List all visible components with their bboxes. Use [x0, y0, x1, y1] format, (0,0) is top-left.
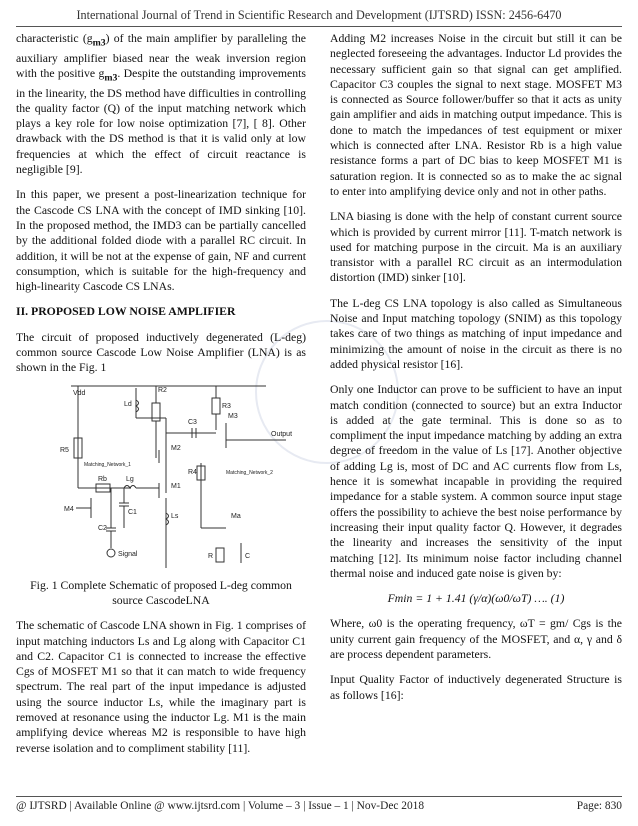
footer-rule — [16, 796, 622, 797]
label-r5: R5 — [60, 446, 69, 454]
paragraph: The circuit of proposed inductively degenerated (L-deg) common source Cascode Low Noise Amplifier (LNA) is as shown in the Fig. 1 — [16, 330, 306, 375]
label-m4: M4 — [64, 505, 74, 513]
label-m1: M1 — [171, 482, 181, 490]
circuit-schematic-figure — [16, 378, 306, 578]
page-number: Page: 830 — [576, 800, 622, 812]
label-m2: M2 — [171, 444, 181, 452]
label-r2: R2 — [158, 386, 167, 394]
footer-citation: @ IJTSRD | Available Online @ www.ijtsrd.com | Volume – 3 | Issue – 1 | Nov-Dec 2018 — [16, 800, 425, 812]
paragraph: The L-deg CS LNA topology is also called as Simultaneous Noise and Input matching topology (SNIM) as this topology takes care of two things as matching of input impedance and minimizing the amount of noise in the circuit as there is no added physical resistor [16]. — [330, 296, 622, 371]
label-m3: M3 — [228, 412, 238, 420]
label-matching-network-1: Matching_Network_1 — [84, 461, 131, 468]
label-output: Output — [271, 430, 293, 438]
paragraph: The schematic of Cascode LNA shown in Fig. 1 comprises of input matching inductors Ls and Lg along with Capacitor C1 and C2. Capacitor C1 is connected to increase the effective Cgs of MOSFET M1 so that it can match to wide frequency spectrum. The real part of the input impedance is adjusted using the source inductor Ls, while the imaginary part is removed at resonance using the inductor Lg. M1 is the main amplifying device whereas M2 is responsible to have high reverse isolation and to compliment stability [11]. — [16, 619, 306, 755]
paragraph: Only one Inductor can prove to be sufficient to have an input match condition (connected to source) but an extra Inductor is added at the gate terminal. This is done so as to compliment the input impedance matching by adding an extra degree of freedom in the value of Ls [17]. Another objective of adding Lg is, most of DC and AC currents flow from Ls, hence it is somewhat incapable in providing the required impedance for a stable system. A common source input stage offers the possibility to achieve the best noise performance by increasing their input quality factor Q. However, it degrades the linearity and increases the sensitivity of the input matching [12]. Its minimum noise factor including channel thermal noise and induced gate noise is given by: — [330, 383, 622, 580]
figure-caption: Fig. 1 Complete Schematic of proposed L-deg common source CascodeLNA — [30, 578, 292, 607]
right-column — [330, 31, 622, 713]
journal-header: International Journal of Trend in Scientific Research and Development (IJTSRD) ISSN: 2456-6470 — [76, 8, 562, 22]
header-rule — [16, 26, 622, 27]
label-vdd: Vdd — [73, 389, 86, 397]
paragraph: characteristic $(g_{m3})$ of the main amplifier by paralleling the auxiliary amplifier biased near the weak inversion region with the positive $g_{m3}$. Despite the outstanding improvements in the linearity, the DS method have difficulties in controlling the quality factor (Q) of the input matching network which plays a key role for low noise optimization [7], [ 8]. Other drawback with the DS method is that it is valid only at low frequencies at which the effect of circuit reactance is negligible [9]. — [16, 32, 306, 177]
label-matching-network-2: Matching_Network_2 — [226, 469, 273, 476]
label-lg: Lg — [126, 475, 134, 483]
page-footer — [16, 800, 622, 812]
label-c3: C3 — [188, 418, 197, 426]
label-c2: C2 — [98, 524, 107, 532]
label-c1: C1 — [128, 508, 137, 516]
label-ld: Ld — [124, 400, 132, 408]
label-r: R — [208, 552, 214, 560]
equation-1: Fmin = 1 + 1.41 (γ/α)(ω0/ωT) …. (1) — [387, 592, 565, 606]
label-signal: Signal — [118, 550, 138, 558]
label-rb: Rb — [98, 475, 107, 483]
paragraph: Input Quality Factor of inductively degenerated Structure is as follows [16]: — [330, 673, 622, 702]
label-ma: Ma — [231, 512, 241, 520]
left-column — [16, 31, 306, 766]
label-r3: R3 — [222, 402, 231, 410]
label-c: C — [245, 552, 251, 560]
paragraph: Adding M2 increases Noise in the circuit but still it can be neglected foreseeing the advantages. Inductor Ld provides the necessary sufficient gain so that signal can get amplified. Capacitor C3 couples the signal to next stage. MOSFET M3 is connected as Source follower/buffer so that it acts as unity gain amplifier and aids in matching output impedance. This is done to match the impedances of test equipment or mixer which is connected after LNA. Resistor Rb is a high value resistance forms a part of DC bias to keep MOSFET M1 is saturation region. It is connected so as to make the ac signal to enter into amplifying device only and not in other paths. — [330, 32, 622, 198]
label-r4: R4 — [188, 468, 197, 476]
section-heading: II. PROPOSED LOW NOISE AMPLIFIER — [16, 305, 236, 319]
paragraph: In this paper, we present a post-linearization technique for the Cascode CS LNA with the concept of IMD sinking [10]. In the proposed method, the IMD3 can be partially cancelled by the additional folded diode with a parallel RC circuit. In addition, it will be not at the expense of gain, NF and current consumption, which is suitable for the high-frequency and high-linearity Cascode CS LNAs. — [16, 188, 306, 294]
paragraph: LNA biasing is done with the help of constant current source which is provided by current mirror [11]. T-match network is used for matching purpose in the circuit. Ma is an auxiliary transistor with a parallel RC circuit as an intermodulation distortion (IMD) sinker [10]. — [330, 210, 622, 285]
label-ls: Ls — [171, 512, 179, 520]
paragraph: Where, ω0 is the operating frequency, ωT = gm/ Cgs is the unity current gain frequency of the MOSFET, and α, γ and δ are process dependent parameters. — [330, 617, 622, 661]
